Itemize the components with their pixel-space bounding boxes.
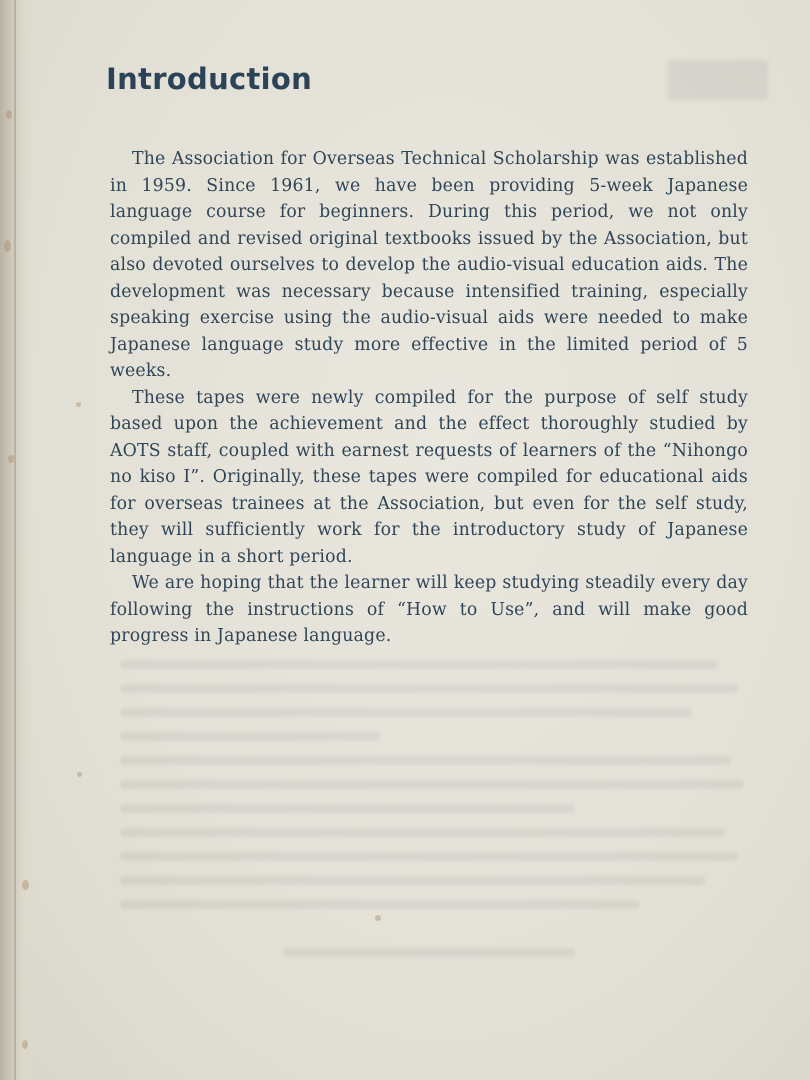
foxing-spot xyxy=(77,772,82,777)
foxing-spot xyxy=(6,110,12,119)
bleed-through-title xyxy=(668,60,768,100)
foxing-spot xyxy=(8,455,14,463)
foxing-spot xyxy=(4,240,11,252)
binding-crease xyxy=(14,0,16,1080)
paragraph: These tapes were newly compiled for the purpose of self study based upon the achievement and the effect thoroughly studied by AOTS staff, coupled with earnest requests of learners of the “Nihongo no kiso I”. Originally, these tapes were compiled for educational aids for overseas trainees at the Association, but even for the self study, they will sufficiently work for the introductory study of Japanese language in a short period. xyxy=(110,387,748,567)
introduction-body xyxy=(110,146,748,650)
paragraph: We are hoping that the learner will keep studying steadily every day following the instructions of “How to Use”, and will make good progress in Japanese language. xyxy=(110,573,748,646)
page-title: Introduction xyxy=(106,62,313,96)
binding-edge xyxy=(0,0,34,1080)
bleed-through-text xyxy=(120,660,770,972)
foxing-spot xyxy=(22,1040,28,1049)
foxing-spot xyxy=(22,880,29,890)
paragraph: The Association for Overseas Technical Scholarship was established in 1959. Since 1961, we have been providing 5-week Japanese language course for beginners. During this period, we not only compiled and revised original textbooks issued by the Association, but also devoted ourselves to develop the audio-visual education aids. The development was necessary because intensified training, especially speaking exercise using the audio-visual aids were needed to make Japanese language study more effective in the limited period of 5 weeks. xyxy=(110,149,748,381)
foxing-spot xyxy=(76,402,81,407)
